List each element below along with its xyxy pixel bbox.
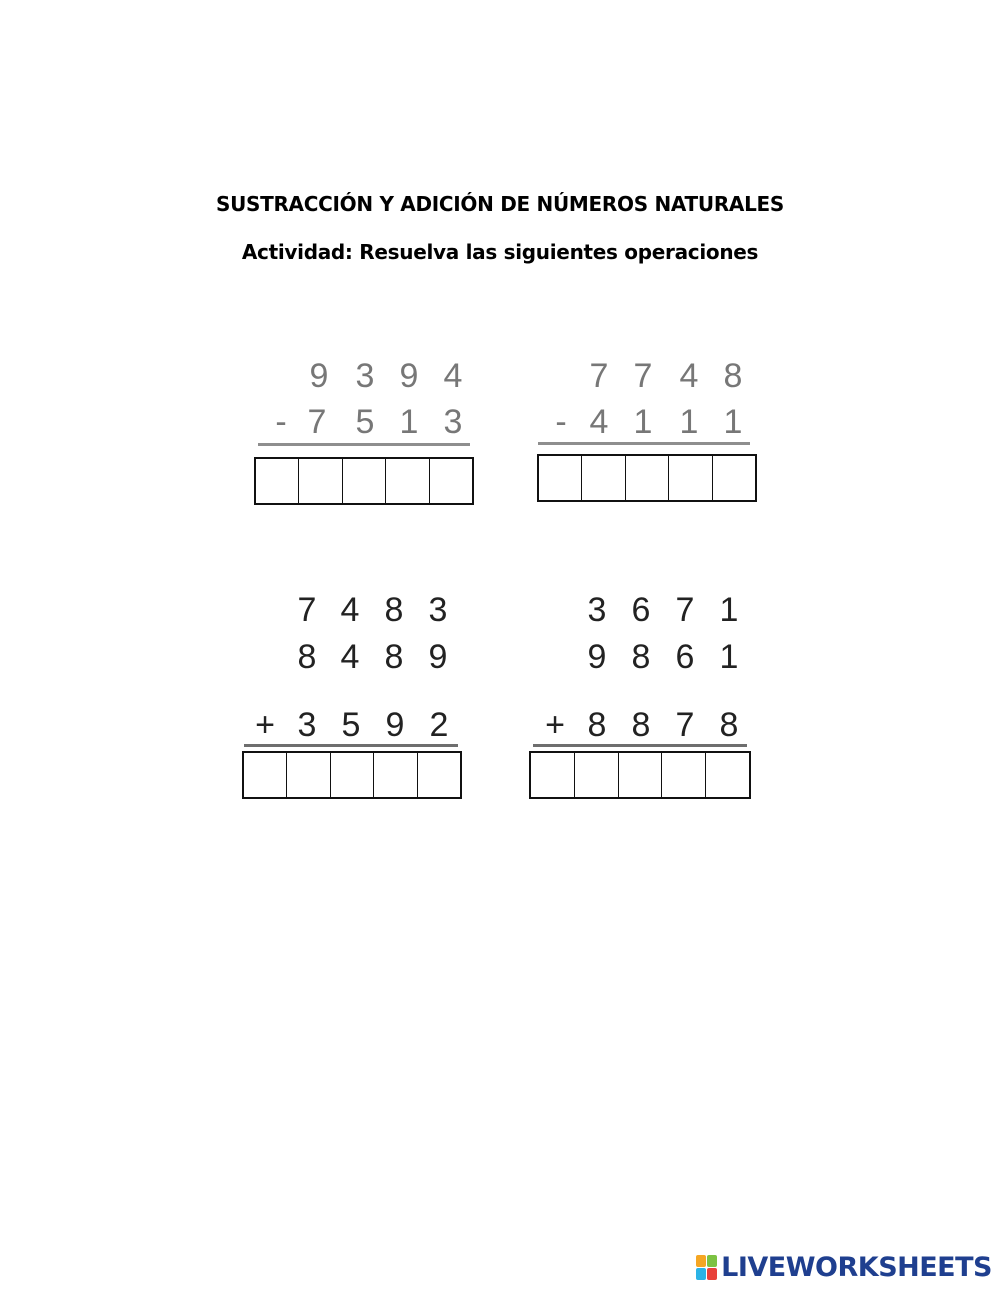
digit: 4 (589, 403, 609, 441)
answer-digit-input[interactable] (287, 753, 330, 797)
digit: 2 (429, 706, 449, 744)
answer-digit-input[interactable] (706, 753, 749, 797)
digit: 6 (631, 591, 651, 629)
subtrahend-row (550, 402, 750, 442)
digit: 1 (633, 403, 653, 441)
answer-digit-input[interactable] (626, 456, 669, 500)
answer-digit-input[interactable] (374, 753, 417, 797)
digit: 5 (355, 403, 375, 441)
digit: 8 (723, 357, 743, 395)
answer-digit-input[interactable] (331, 753, 374, 797)
digit: 4 (443, 357, 463, 395)
digit: 5 (341, 706, 361, 744)
answer-digit-input[interactable] (386, 459, 429, 503)
answer-digit-input[interactable] (662, 753, 706, 797)
sum-line (244, 744, 458, 747)
digit: 6 (675, 638, 695, 676)
answer-digit-input[interactable] (575, 753, 619, 797)
digit: 1 (723, 403, 743, 441)
digit: 8 (631, 706, 651, 744)
answer-digit-input[interactable] (256, 459, 299, 503)
answer-digit-input[interactable] (418, 753, 460, 797)
digit: 7 (297, 591, 317, 629)
minuend-row (550, 356, 750, 396)
digit: 9 (399, 357, 419, 395)
addend-row (540, 590, 750, 630)
logo-tile (707, 1268, 717, 1280)
digit: 7 (307, 403, 327, 441)
answer-boxes (242, 751, 462, 799)
sum-line (533, 744, 747, 747)
digit: 3 (443, 403, 463, 441)
activity-instructions: Actividad: Resuelva las siguientes operaciones (241, 240, 759, 264)
digit: 1 (719, 638, 739, 676)
liveworksheets-brand (696, 1252, 992, 1283)
logo-tile (707, 1255, 717, 1267)
answer-digit-input[interactable] (244, 753, 287, 797)
answer-digit-input[interactable] (669, 456, 712, 500)
liveworksheets-logo-icon (696, 1255, 717, 1280)
answer-digit-input[interactable] (299, 459, 342, 503)
sum-line (258, 443, 470, 446)
answer-boxes (254, 457, 474, 505)
addend-row (540, 637, 750, 677)
logo-tile (696, 1268, 706, 1280)
digit: 8 (587, 706, 607, 744)
digit: 9 (587, 638, 607, 676)
plus-sign: + (255, 706, 275, 744)
sum-line (538, 442, 750, 445)
brand-name: LIVEWORKSHEETS (721, 1252, 992, 1283)
digit: 9 (309, 357, 329, 395)
minus-sign: - (275, 403, 287, 441)
digit: 4 (340, 591, 360, 629)
addend-row-last (540, 705, 750, 745)
digit: 7 (633, 357, 653, 395)
digit: 3 (587, 591, 607, 629)
digit: 4 (679, 357, 699, 395)
answer-digit-input[interactable] (430, 459, 472, 503)
answer-digit-input[interactable] (343, 459, 386, 503)
digit: 9 (385, 706, 405, 744)
digit: 8 (719, 706, 739, 744)
logo-tile (696, 1255, 706, 1267)
answer-digit-input[interactable] (582, 456, 625, 500)
digit: 3 (428, 591, 448, 629)
digit: 8 (631, 638, 651, 676)
digit: 7 (675, 591, 695, 629)
digit: 8 (384, 638, 404, 676)
digit: 4 (340, 638, 360, 676)
digit: 3 (297, 706, 317, 744)
minuend-row (270, 356, 470, 396)
digit: 8 (297, 638, 317, 676)
addend-row (250, 590, 460, 630)
digit: 1 (679, 403, 699, 441)
subtrahend-row (270, 402, 470, 442)
minus-sign: - (555, 403, 567, 441)
addend-row-last (250, 705, 460, 745)
digit: 8 (384, 591, 404, 629)
digit: 7 (675, 706, 695, 744)
plus-sign: + (545, 706, 565, 744)
digit: 9 (428, 638, 448, 676)
answer-boxes (529, 751, 751, 799)
answer-digit-input[interactable] (713, 456, 755, 500)
page-title: SUSTRACCIÓN Y ADICIÓN DE NÚMEROS NATURALES (215, 192, 785, 216)
answer-digit-input[interactable] (539, 456, 582, 500)
answer-digit-input[interactable] (531, 753, 575, 797)
addend-row (250, 637, 460, 677)
answer-boxes (537, 454, 757, 502)
digit: 7 (589, 357, 609, 395)
digit: 1 (719, 591, 739, 629)
answer-digit-input[interactable] (619, 753, 663, 797)
digit: 3 (355, 357, 375, 395)
digit: 1 (399, 403, 419, 441)
